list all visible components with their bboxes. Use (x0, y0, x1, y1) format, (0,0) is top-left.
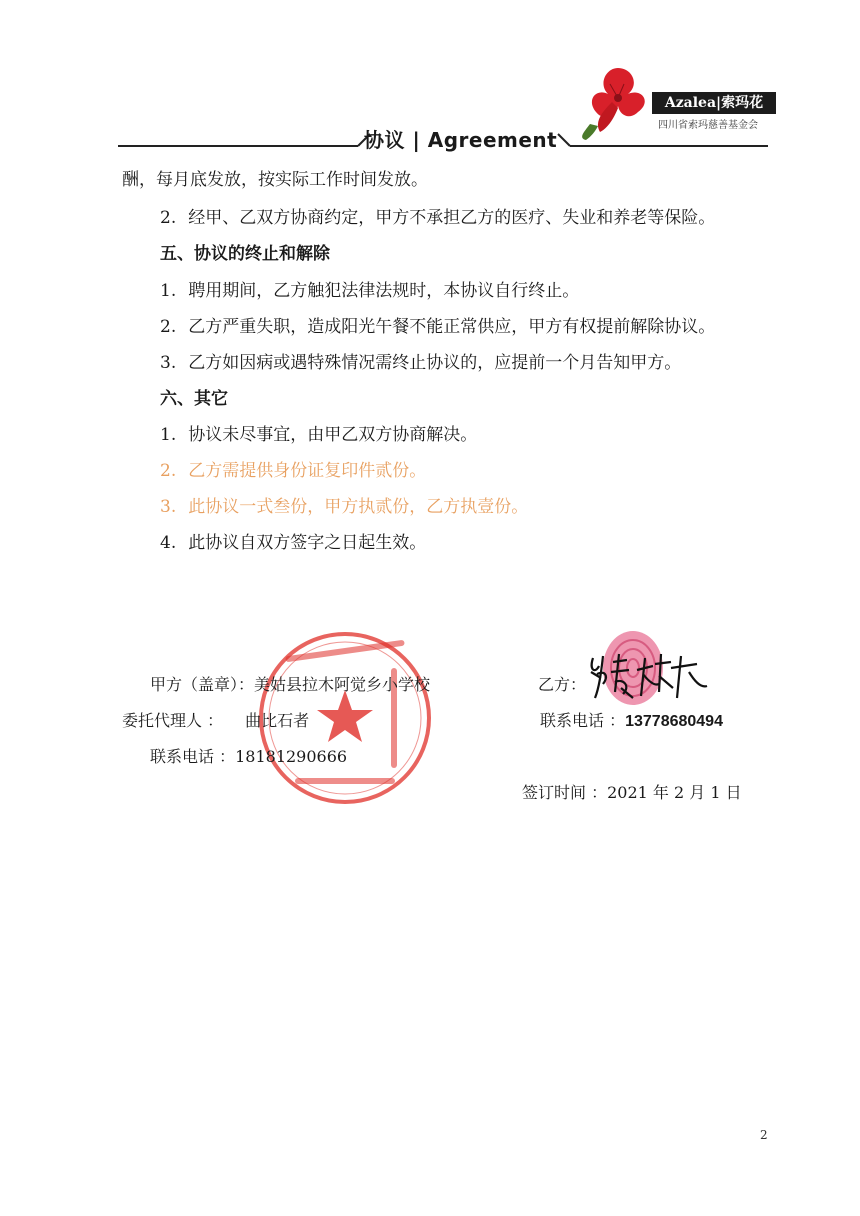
item-number: 3. (160, 497, 177, 517)
header-title: 协议 | Agreement (364, 128, 558, 152)
list-item (160, 351, 681, 375)
item-number: 1. (160, 425, 177, 445)
item-number: 2. (160, 208, 177, 228)
list-item (160, 279, 579, 303)
item-text: 协议未尽事宜，由甲乙双方协商解决。 (188, 425, 478, 445)
party-a-name: 美姑县拉木阿觉乡小学校 (254, 675, 431, 694)
item-text: 此协议自双方签字之日起生效。 (188, 533, 427, 553)
item-text: 聘用期间，乙方触犯法律法规时，本协议自行终止。 (188, 281, 580, 301)
page-number: 2 (760, 1128, 768, 1142)
a-phone-number: 18181290666 (235, 747, 348, 766)
date-value: 2021 年 2 月 1 日 (607, 783, 742, 802)
party-a-phone-row (150, 746, 347, 768)
party-b-phone-row (540, 710, 723, 733)
item-text: 乙方严重失职，造成阳光午餐不能正常供应，甲方有权提前解除协议。 (188, 317, 716, 337)
paragraph-continuation: 酬，每月底发放，按实际工作时间发放。 (122, 170, 428, 190)
party-a-label: 甲方（盖章）： (150, 675, 255, 694)
date-label: 签订时间 ： (522, 783, 608, 802)
list-item (160, 315, 715, 339)
list-item (160, 206, 715, 230)
sign-date-row (522, 782, 742, 804)
agent-label: 委托代理人 ： (122, 711, 224, 730)
item-number: 1. (160, 281, 177, 301)
agent-row (122, 710, 309, 732)
party-b-label: 乙方： (538, 675, 587, 694)
a-phone-label: 联系电话 ： (150, 747, 236, 766)
item-number: 4. (160, 533, 177, 553)
item-text: 乙方需提供身份证复印件贰份。 (188, 461, 427, 481)
section-heading-6: 六、其它 (160, 389, 228, 409)
section-heading-5: 五、协议的终止和解除 (160, 244, 330, 264)
list-item (160, 423, 477, 447)
handwritten-signature (585, 648, 715, 702)
list-item-highlighted (160, 459, 426, 483)
item-text: 乙方如因病或遇特殊情况需终止协议的，应提前一个月告知甲方。 (188, 353, 682, 373)
list-item (160, 531, 426, 555)
agent-name: 曲比石者 (245, 711, 310, 730)
item-number: 2. (160, 317, 177, 337)
logo-subtitle: 四川省索玛慈善基金会 (658, 120, 758, 131)
item-text: 经甲、乙双方协商约定，甲方不承担乙方的医疗、失业和养老等保险。 (188, 208, 716, 228)
b-phone-label: 联系电话 ： (540, 711, 626, 730)
b-phone-number: 13778680494 (625, 713, 723, 730)
item-text: 此协议一式叁份，甲方执贰份，乙方执壹份。 (188, 497, 529, 517)
item-number: 3. (160, 353, 177, 373)
list-item-highlighted (160, 495, 528, 519)
logo-brand: Azalea|索玛花 (652, 92, 776, 114)
party-a-row (150, 674, 430, 696)
item-number: 2. (160, 461, 177, 481)
